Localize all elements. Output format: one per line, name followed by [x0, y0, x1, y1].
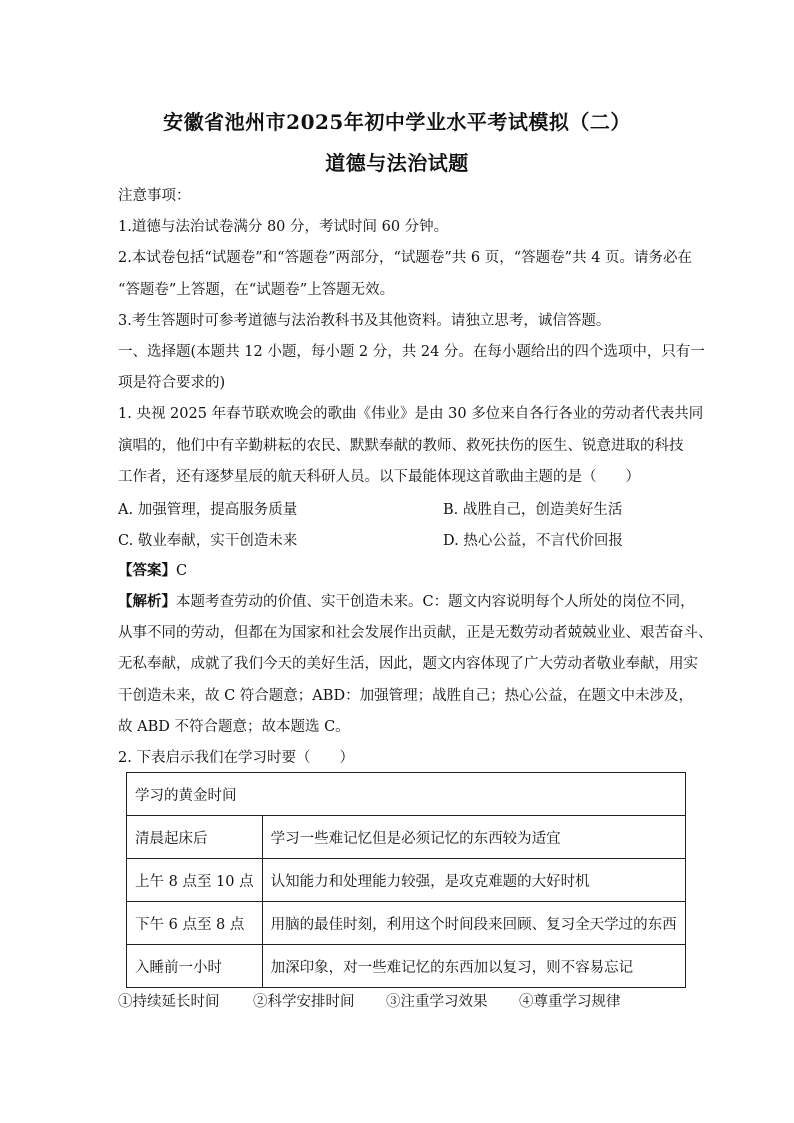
analysis-line: 干创造未来，故 C 符合题意；ABD：加强管理；战胜自己；热心公益，在题文中未涉及，	[118, 688, 694, 704]
q1-analysis	[118, 592, 695, 612]
q2-choice-3: ③注重学习效果	[386, 994, 488, 1010]
table-header-row	[127, 773, 686, 816]
q1-option-d: D. 热心公益，不言代价回报	[443, 533, 623, 549]
time-cell: 下午 6 点至 8 点	[127, 902, 263, 945]
table-row	[127, 859, 686, 902]
exam-subtitle: 道德与法治试题	[325, 151, 469, 175]
exam-title: 安徽省池州市2025年初中学业水平考试模拟（二）	[163, 110, 631, 134]
section-heading: 一、选择题(本题共 12 小题，每小题 2 分，共 24 分。在每小题给出的四个选项中，只有一	[118, 344, 705, 360]
note-line: 1.道德与法治试卷满分 80 分，考试时间 60 分钟。	[118, 219, 449, 235]
desc-cell: 认知能力和处理能力较强，是攻克难题的大好时机	[262, 859, 685, 902]
table-row	[127, 902, 686, 945]
answer-label: 【答案】	[118, 562, 176, 579]
analysis-line: 无私奉献，成就了我们今天的美好生活，因此，题文内容体现了广大劳动者敬业奉献，用实	[118, 656, 698, 672]
answer-value: C	[176, 563, 188, 579]
q1-answer	[118, 561, 688, 581]
q2-choice-2: ②科学安排时间	[253, 994, 355, 1010]
note-line: “答题卷”上答题，在“试题卷”上答题无效。	[118, 282, 395, 298]
table-row	[127, 816, 686, 859]
desc-cell: 学习一些难记忆但是必须记忆的东西较为适宜	[262, 816, 685, 859]
q1-option-c: C. 敬业奉献，实干创造未来	[118, 533, 298, 549]
section-heading-cont: 项是符合要求的)	[118, 375, 226, 391]
analysis-line: 从事不同的劳动，但都在为国家和社会发展作出贡献，正是无数劳动者兢兢业业、艰苦奋斗、	[118, 625, 713, 641]
q2-choice-1: ①持续延长时间	[118, 994, 220, 1010]
analysis-line: 本题考查劳动的价值、实干创造未来。C：题文内容说明每个人所处的岗位不同，	[176, 594, 695, 610]
time-cell: 上午 8 点至 10 点	[127, 859, 263, 902]
q2-choices	[118, 990, 621, 1011]
q2-stem: 2. 下表启示我们在学习时要（ ）	[118, 750, 354, 766]
table-header: 学习的黄金时间	[127, 773, 686, 816]
time-cell: 清晨起床后	[127, 816, 263, 859]
note-line: 3.考生答题时可参考道德与法治教科书及其他资料。请独立思考，诚信答题。	[118, 313, 611, 329]
q1-option-b: B. 战胜自己，创造美好生活	[443, 502, 623, 518]
notes-heading: 注意事项：	[118, 188, 191, 204]
q1-option-a: A. 加强管理，提高服务质量	[118, 502, 298, 518]
q1-stem-line: 1. 央视 2025 年春节联欢晚会的歌曲《伟业》是由 30 多位来自各行各业的劳动者代表共同	[118, 406, 704, 422]
q1-stem-line: 演唱的，他们中有辛勤耕耘的农民、默默奉献的教师、救死扶伤的医生、锐意进取的科技	[118, 438, 684, 454]
note-line: 2.本试卷包括“试题卷”和“答题卷”两部分，“试题卷”共 6 页，“答题卷”共 4 页。请务必在	[118, 250, 693, 266]
desc-cell: 用脑的最佳时刻，利用这个时间段来回顾、复习全天学过的东西	[262, 902, 685, 945]
golden-time-table	[126, 772, 686, 988]
time-cell: 入睡前一小时	[127, 945, 263, 988]
table-row	[127, 945, 686, 988]
q2-choice-4: ④尊重学习规律	[519, 994, 621, 1010]
q1-stem-line: 工作者，还有逐梦星辰的航天科研人员。以下最能体现这首歌曲主题的是（ ）	[118, 469, 640, 485]
desc-cell: 加深印象，对一些难记忆的东西加以复习，则不容易忘记	[262, 945, 685, 988]
analysis-label: 【解析】	[118, 593, 176, 610]
analysis-line: 故 ABD 不符合题意；故本题选 C。	[118, 719, 350, 735]
